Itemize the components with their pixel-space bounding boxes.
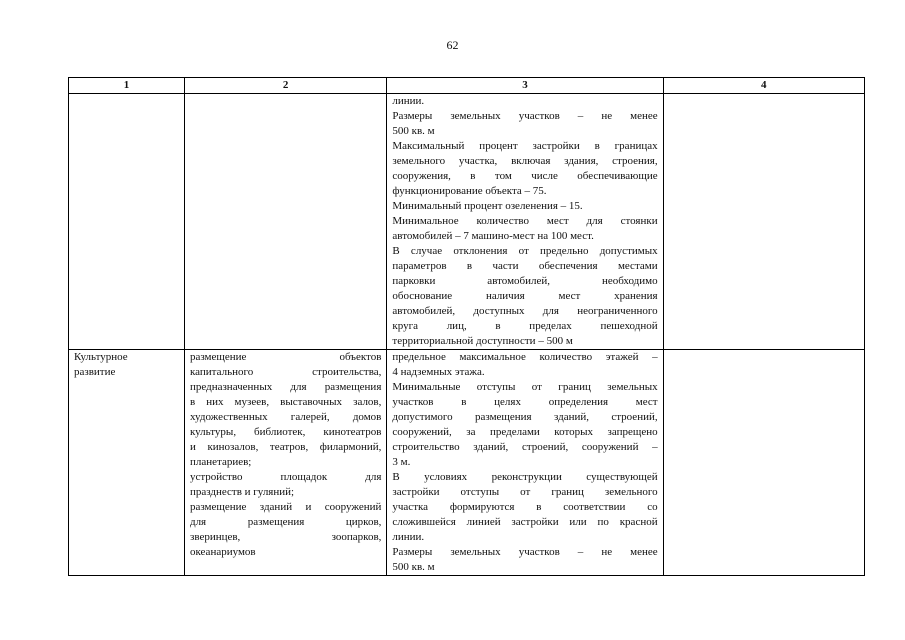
table-cell-col-3: [387, 350, 663, 576]
cell-text-line: размещение зданий и сооружений: [189, 501, 382, 513]
cell-text-line: предназначенных для размещения: [189, 381, 382, 393]
cell-text-line: развитие: [74, 366, 116, 378]
cell-text-line: в них музеев, выставочных залов,: [189, 396, 382, 408]
cell-text-line: застройки отступы от границ земельного: [392, 486, 658, 498]
cell-text-line: и кинозалов, театров, филармоний,: [189, 441, 382, 453]
cell-text-line: В случае отклонения от предельно допустимых: [392, 245, 658, 257]
header-col-2: 2: [184, 78, 386, 94]
cell-text-line: культуры, библиотек, кинотеатров: [189, 426, 382, 438]
table-cell-col-4: [663, 94, 864, 350]
cell-text-line: зверинцев, зоопарков,: [189, 531, 382, 543]
cell-text-line: Минимальное количество мест для стоянки: [392, 215, 658, 227]
cell-text-line: сооружения, в том числе обеспечивающие: [392, 170, 658, 182]
cell-text-line: капитального строительства,: [189, 366, 382, 378]
cell-text-line: Максимальный процент застройки в границах: [392, 140, 658, 152]
page-number: 62: [446, 38, 459, 52]
cell-text-line: функционирование объекта – 75.: [392, 185, 547, 197]
cell-text-line: участков в целях определения мест: [392, 396, 658, 408]
cell-text-line: строительство зданий, строений, сооружений –: [392, 441, 658, 453]
cell-text-line: Размеры земельных участков – не менее: [392, 546, 658, 558]
cell-text-line: территориальной доступности – 500 м: [392, 335, 573, 347]
cell-text-line: 500 кв. м: [392, 561, 435, 573]
cell-text-line: 3 м.: [392, 456, 411, 468]
cell-text-line: круга лиц, в пределах пешеходной: [392, 320, 658, 332]
cell-text-line: автомобилей, доступных для неограниченного: [392, 305, 658, 317]
cell-text-line: участка формируются в соответствии со: [392, 501, 658, 513]
table-cell-col-4: [663, 350, 864, 576]
cell-text-line: художественных галерей, домов: [189, 411, 382, 423]
cell-text-line: параметров в части обеспечения местами: [392, 260, 658, 272]
cell-text-line: сооружений, за пределами которых запрещено: [392, 426, 658, 438]
cell-text-line: допустимого размещения зданий, строений,: [392, 411, 658, 423]
table-row: [69, 94, 865, 350]
cell-text-line: Минимальный процент озеленения – 15.: [392, 200, 583, 212]
table-cell-col-2: [184, 350, 386, 576]
table-row: [69, 350, 865, 576]
cell-text-line: парковки автомобилей, необходимо: [392, 275, 658, 287]
cell-text-line: Культурное: [74, 351, 128, 363]
table-cell-col-1: [69, 94, 185, 350]
cell-text-line: Размеры земельных участков – не менее: [392, 110, 658, 122]
header-col-4: 4: [663, 78, 864, 94]
cell-text-line: для размещения цирков,: [189, 516, 382, 528]
cell-text-line: обоснование наличия мест хранения: [392, 290, 658, 302]
cell-text-line: сложившейся линией застройки или по красной: [392, 516, 658, 528]
regulations-table: [68, 77, 865, 576]
table-cell-col-1: [69, 350, 185, 576]
cell-text-line: устройство площадок для: [189, 471, 382, 483]
cell-text-line: предельное максимальное количество этажей –: [392, 351, 658, 363]
header-col-3: 3: [387, 78, 663, 94]
table-header-row: [69, 78, 865, 94]
table-cell-col-3: [387, 94, 663, 350]
cell-text-line: Минимальные отступы от границ земельных: [392, 381, 658, 393]
cell-text-line: размещение объектов: [189, 351, 382, 363]
cell-text-line: празднеств и гуляний;: [189, 486, 295, 498]
cell-text-line: планетариев;: [189, 456, 252, 468]
cell-text-line: земельного участка, включая здания, строения,: [392, 155, 658, 167]
cell-text-line: автомобилей – 7 машино-мест на 100 мест.: [392, 230, 594, 242]
cell-text-line: 500 кв. м: [392, 125, 435, 137]
cell-text-line: 4 надземных этажа.: [392, 366, 485, 378]
cell-text-line: линии.: [392, 95, 425, 107]
table-cell-col-2: [184, 94, 386, 350]
header-col-1: 1: [69, 78, 185, 94]
cell-text-line: океанариумов: [189, 546, 256, 558]
cell-text-line: линии.: [392, 531, 425, 543]
cell-text-line: В условиях реконструкции существующей: [392, 471, 658, 483]
